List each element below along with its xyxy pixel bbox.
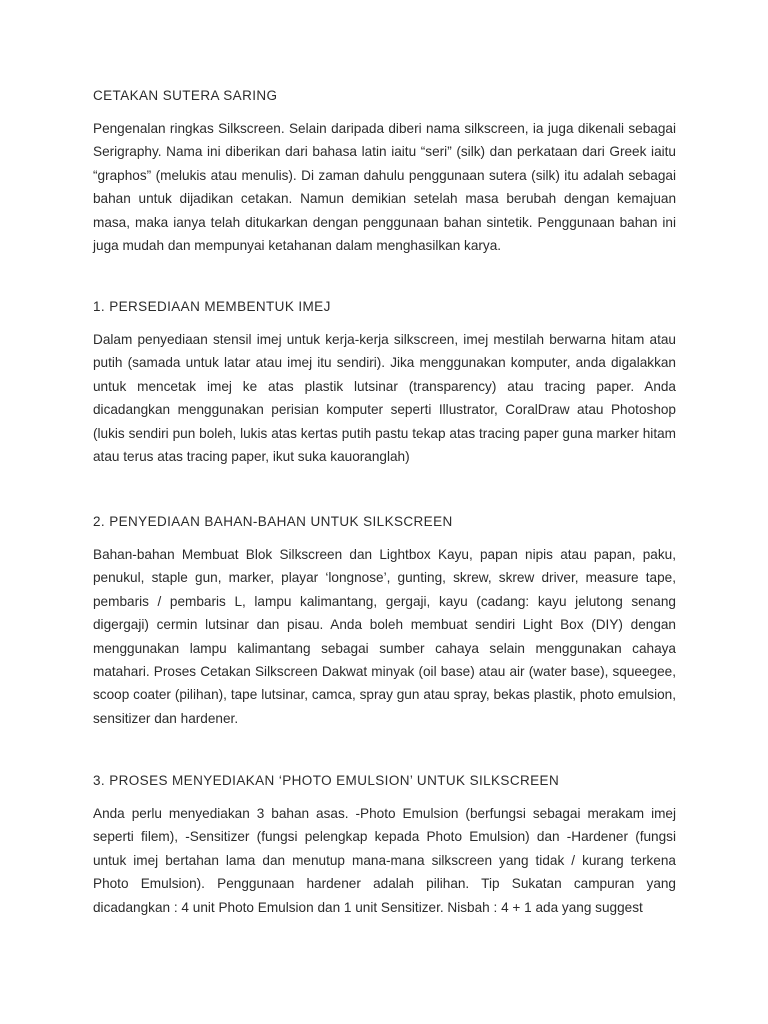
section-heading-2: 2. PENYEDIAAN BAHAN-BAHAN UNTUK SILKSCREEN — [93, 514, 453, 529]
section-body-3: Anda perlu menyediakan 3 bahan asas. -Photo Emulsion (berfungsi sebagai merakam imej seperti filem), -Sensitizer (fungsi pelengkap kepada Photo Emulsion) dan -Hardener (fungsi untuk imej bertahan lama dan menutup mana-mana silkscreen yang tidak / kurang terkena Photo Emulsion). Penggunaan hardener adalah pilihan. Tip Sukatan campuran yang dicadangkan : 4 unit Photo Emulsion dan 1 unit Sensitizer. Nisbah : 4 + 1 ada yang suggest — [93, 806, 676, 915]
document-title: CETAKAN SUTERA SARING — [93, 88, 278, 103]
section-heading-3: 3. PROSES MENYEDIAKAN ‘PHOTO EMULSION’ UNTUK SILKSCREEN — [93, 773, 560, 788]
intro-paragraph: Pengenalan ringkas Silkscreen. Selain daripada diberi nama silkscreen, ia juga dikenali sebagai Serigraphy. Nama ini diberikan dari bahasa latin iaitu “seri” (silk) dan perkataan dari Greek iaitu “graphos” (melukis atau menulis). Di zaman dahulu penggunaan sutera (silk) itu adalah sebagai bahan untuk dijadikan cetakan. Namun demikian setelah masa berubah dengan kemajuan masa, maka ianya telah ditukarkan dengan penggunaan bahan sintetik. Penggunaan bahan ini juga mudah dan mempunyai ketahanan dalam menghasilkan karya. — [93, 121, 676, 254]
section-body-2: Bahan-bahan Membuat Blok Silkscreen dan Lightbox Kayu, papan nipis atau papan, paku, penukul, staple gun, marker, playar ‘longnose’, gunting, skrew, skrew driver, measure tape, pembaris / pembaris L, lampu kalimantang, gergaji, kayu (cadang: kayu jelutong senang digergaji) cermin lutsinar dan pisau. Anda boleh membuat sendiri Light Box (DIY) dengan menggunakan lampu kalimantang sebagai sumber cahaya selain menggunakan cahaya matahari. Proses Cetakan Silkscreen Dakwat minyak (oil base) atau air (water base), squeegee, scoop coater (pilihan), tape lutsinar, camca, spray gun atau spray, bekas plastik, photo emulsion, sensitizer dan hardener. — [93, 547, 676, 726]
section-heading-1: 1. PERSEDIAAN MEMBENTUK IMEJ — [93, 299, 331, 314]
section-body-1: Dalam penyediaan stensil imej untuk kerja-kerja silkscreen, imej mestilah berwarna hitam atau putih (samada untuk latar atau imej itu sendiri). Jika menggunakan komputer, anda digalakkan untuk mencetak imej ke atas plastik lutsinar (transparency) atau tracing paper. Anda dicadangkan menggunakan perisian komputer seperti Illustrator, CoralDraw atau Photoshop (lukis sendiri pun boleh, lukis atas kertas putih pastu tekap atas tracing paper guna marker hitam atau terus atas tracing paper, ikut suka kauoranglah) — [93, 332, 676, 465]
